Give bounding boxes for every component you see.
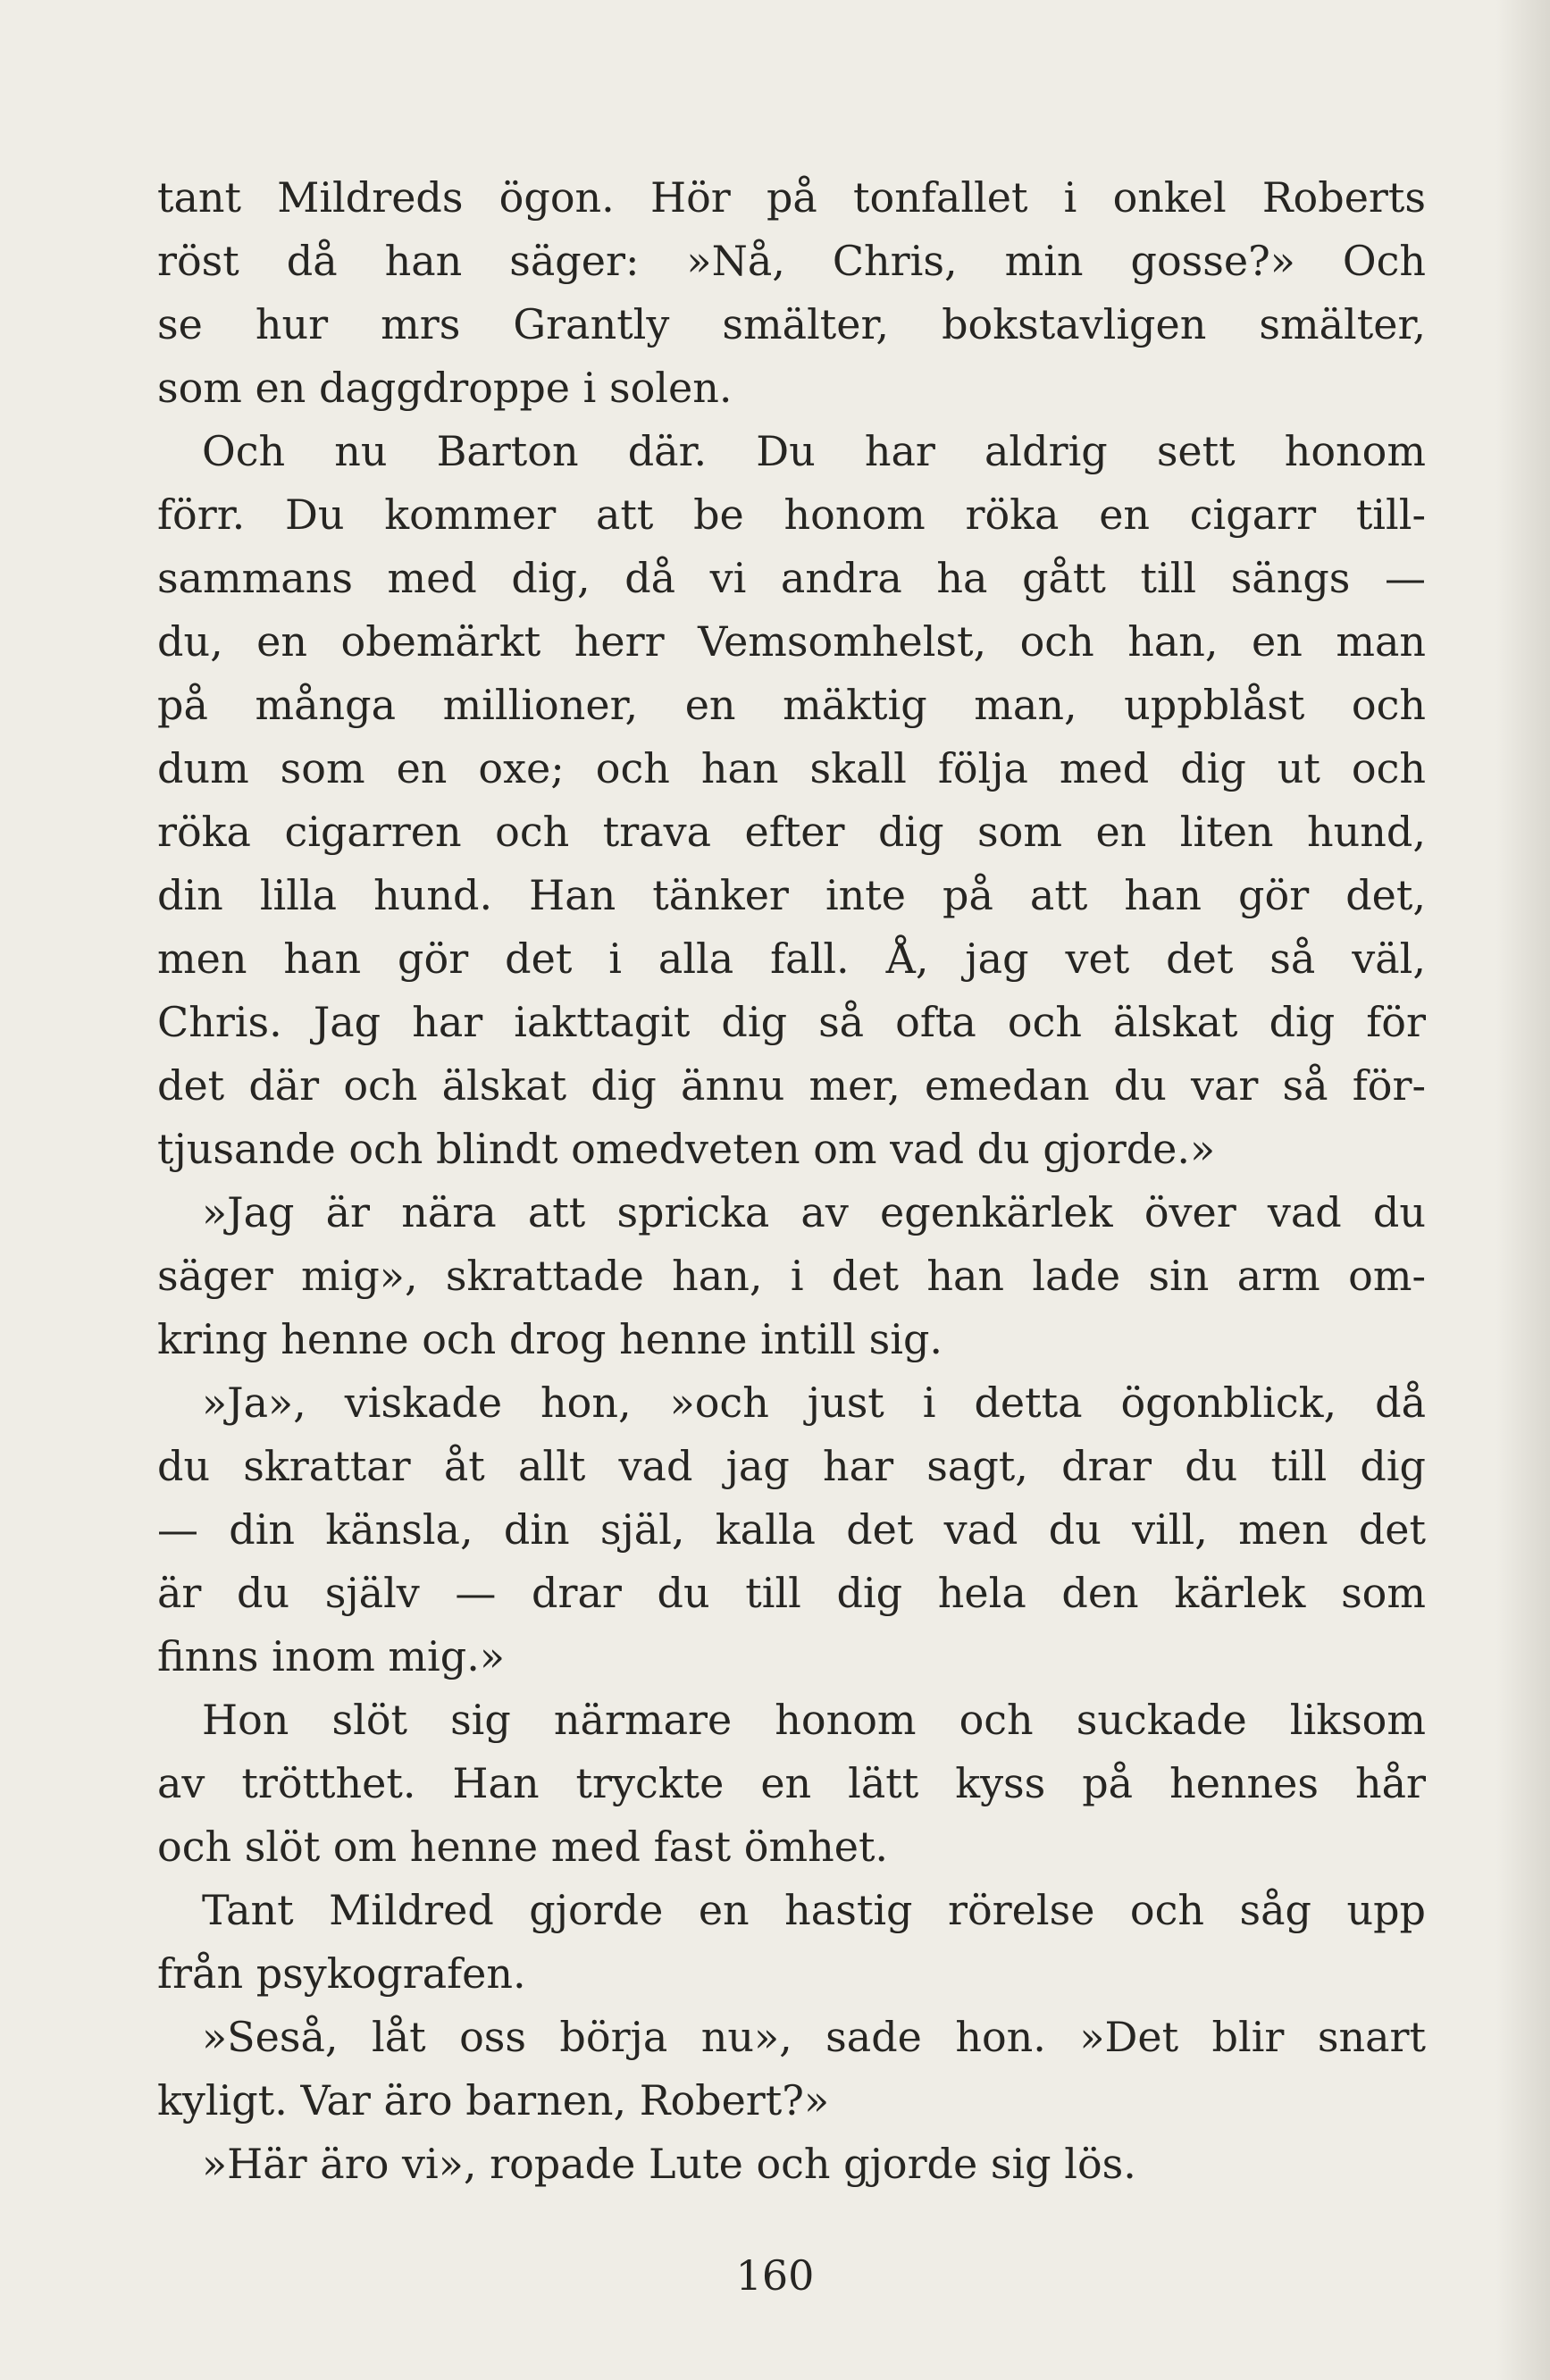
- text-line: se hur mrs Grantly smälter, bokstavligen smälter,: [157, 300, 1426, 348]
- page-number: 160: [735, 2251, 815, 2300]
- book-text: [157, 166, 1426, 2196]
- text-line: säger mig», skrattade han, i det han lade sin arm om-: [157, 1252, 1426, 1300]
- text-line: »Här äro vi», ropade Lute och gjorde sig lös.: [202, 2140, 1136, 2188]
- text-line: kyligt. Var äro barnen, Robert?»: [157, 2076, 830, 2124]
- text-line: förr. Du kommer att be honom röka en cigarr till-: [157, 490, 1426, 539]
- text-line: Chris. Jag har iakttagit dig så ofta och älskat dig för: [157, 998, 1426, 1046]
- text-line: av trötthet. Han tryckte en lätt kyss på hennes hår: [157, 1759, 1426, 1807]
- text-line: Hon slöt sig närmare honom och suckade liksom: [202, 1696, 1426, 1744]
- text-line: »Jag är nära att spricka av egenkärlek över vad du: [202, 1188, 1426, 1236]
- text-line: från psykografen.: [157, 1949, 526, 1998]
- text-line: Och nu Barton där. Du har aldrig sett honom: [202, 427, 1426, 475]
- text-line: du, en obemärkt herr Vemsomhelst, och han, en man: [157, 617, 1426, 666]
- text-line: kring henne och drog henne intill sig.: [157, 1315, 943, 1363]
- text-line: finns inom mig.»: [157, 1632, 505, 1680]
- text-line: som en daggdroppe i solen.: [157, 364, 733, 412]
- text-line: och slöt om henne med fast ömhet.: [157, 1823, 889, 1871]
- text-line: är du själv — drar du till dig hela den kärlek som: [157, 1569, 1426, 1617]
- text-line: du skrattar åt allt vad jag har sagt, drar du till dig: [157, 1442, 1426, 1490]
- text-line: röka cigarren och trava efter dig som en liten hund,: [157, 808, 1426, 856]
- text-line: på många millioner, en mäktig man, uppblåst och: [157, 681, 1426, 729]
- text-line: Tant Mildred gjorde en hastig rörelse och såg upp: [202, 1886, 1426, 1934]
- text-line: tant Mildreds ögon. Hör på tonfallet i onkel Roberts: [157, 173, 1426, 222]
- page-edge-shadow: [1496, 0, 1550, 2380]
- text-line: »Ja», viskade hon, »och just i detta ögonblick, då: [202, 1379, 1426, 1427]
- text-line: — din känsla, din själ, kalla det vad du vill, men det: [157, 1505, 1426, 1554]
- text-line: men han gör det i alla fall. Å, jag vet det så väl,: [157, 934, 1426, 983]
- text-line: det där och älskat dig ännu mer, emedan du var så för-: [157, 1061, 1426, 1110]
- text-line: sammans med dig, då vi andra ha gått till sängs —: [157, 554, 1426, 602]
- text-line: »Seså, låt oss börja nu», sade hon. »Det blir snart: [202, 2013, 1426, 2061]
- text-line: röst då han säger: »Nå, Chris, min gosse?» Och: [157, 237, 1426, 285]
- text-line: tjusande och blindt omedveten om vad du gjorde.»: [157, 1125, 1216, 1173]
- text-line: dum som en oxe; och han skall följa med dig ut och: [157, 744, 1426, 792]
- text-line: din lilla hund. Han tänker inte på att han gör det,: [157, 871, 1426, 919]
